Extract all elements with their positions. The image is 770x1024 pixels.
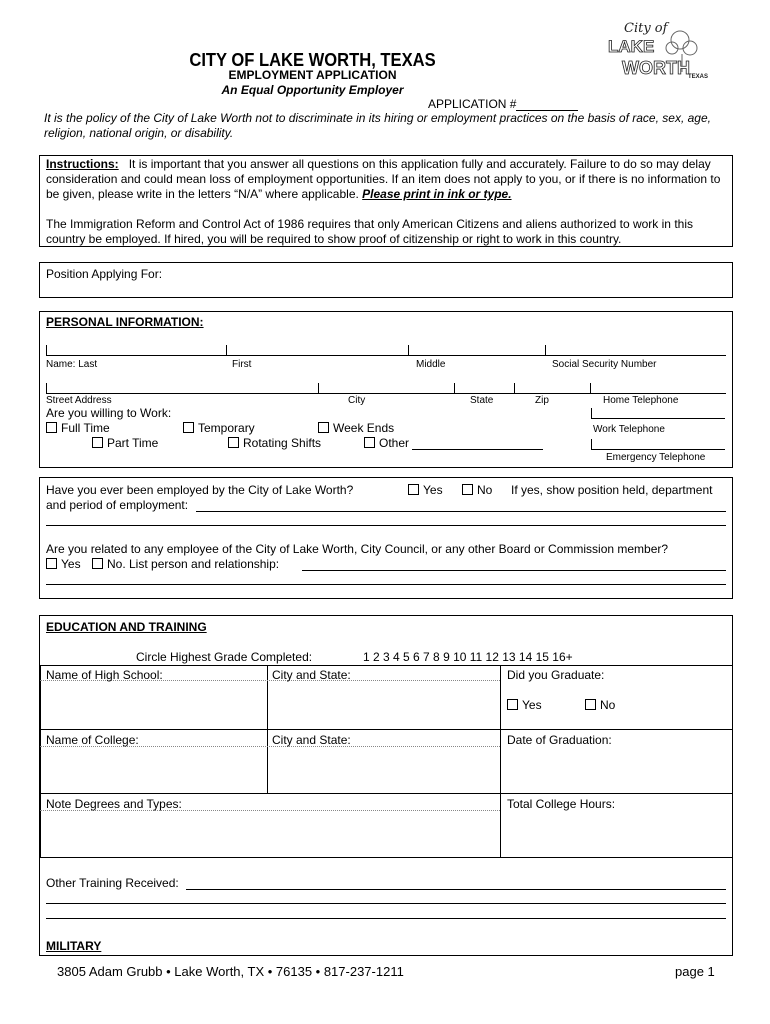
education-box bbox=[39, 615, 733, 956]
tick bbox=[454, 383, 455, 393]
graduate-yes-checkbox[interactable] bbox=[507, 699, 518, 710]
home-tel-label: Home Telephone bbox=[603, 395, 679, 406]
related-no-option[interactable] bbox=[92, 557, 279, 572]
first-name-label: First bbox=[232, 359, 252, 370]
graduate-no-checkbox[interactable] bbox=[585, 699, 596, 710]
tick bbox=[226, 345, 227, 355]
employment-period-line-2[interactable] bbox=[46, 525, 726, 526]
graduate-label: Did you Graduate: bbox=[507, 668, 605, 682]
part-time-label: Part Time bbox=[107, 436, 159, 450]
home-tel-line[interactable] bbox=[591, 418, 725, 419]
related-question: Are you related to any employee of the City of Lake Worth, City Council, or any other Board or Commission member? bbox=[46, 542, 669, 556]
employed-yes-option[interactable] bbox=[408, 483, 443, 498]
related-yes-label: Yes bbox=[61, 557, 81, 571]
position-box[interactable] bbox=[39, 262, 733, 298]
name-last-label: Name: Last bbox=[46, 359, 98, 370]
degrees-label: Note Degrees and Types: bbox=[46, 797, 182, 811]
college-label: Name of College: bbox=[46, 733, 139, 747]
application-number: APPLICATION # bbox=[428, 97, 578, 111]
full-time-checkbox[interactable] bbox=[46, 422, 57, 433]
instructions-label: Instructions: bbox=[46, 157, 119, 171]
relationship-line[interactable] bbox=[302, 570, 726, 571]
personal-heading: PERSONAL INFORMATION: bbox=[46, 315, 204, 329]
related-no-checkbox[interactable] bbox=[92, 558, 103, 569]
application-number-field[interactable] bbox=[516, 99, 578, 111]
name-line[interactable] bbox=[46, 355, 726, 356]
employed-no-label: No bbox=[477, 483, 493, 497]
logo-graphic bbox=[600, 18, 712, 92]
employment-period-line[interactable] bbox=[196, 511, 726, 512]
relationship-line-2[interactable] bbox=[46, 584, 726, 585]
middle-name-label: Middle bbox=[416, 359, 446, 370]
employment-period-label: and period of employment: bbox=[46, 498, 189, 512]
employed-no-checkbox[interactable] bbox=[462, 484, 473, 495]
employed-yes-label: Yes bbox=[423, 483, 443, 497]
temporary-option[interactable] bbox=[183, 421, 255, 436]
related-yes-checkbox[interactable] bbox=[46, 558, 57, 569]
other-training-line-3[interactable] bbox=[46, 918, 726, 919]
emergency-tel-label: Emergency Telephone bbox=[606, 452, 706, 463]
related-yes-option[interactable] bbox=[46, 557, 81, 572]
form-subtitle: EMPLOYMENT APPLICATION bbox=[228, 68, 397, 82]
policy-statement: It is the policy of the City of Lake Worth not to discriminate in its hiring or employment practices on the basis of race, sex, age, religion, national origin, or disability. bbox=[44, 111, 711, 140]
military-heading: MILITARY bbox=[46, 939, 102, 953]
rotating-option[interactable] bbox=[228, 436, 321, 451]
full-time-option[interactable] bbox=[46, 421, 110, 436]
city-logo bbox=[600, 18, 712, 92]
other-option[interactable] bbox=[364, 436, 409, 451]
work-tel-label: Work Telephone bbox=[593, 424, 665, 435]
week-ends-option[interactable] bbox=[318, 421, 394, 436]
grade-options[interactable]: 1 2 3 4 5 6 7 8 9 10 11 12 13 14 15 16+ bbox=[363, 650, 573, 664]
other-training-line-2[interactable] bbox=[46, 903, 726, 904]
tick bbox=[591, 439, 592, 449]
week-ends-checkbox[interactable] bbox=[318, 422, 329, 433]
tick bbox=[591, 408, 592, 418]
footer-address: 3805 Adam Grubb • Lake Worth, TX • 76135 • 817-237-1211 bbox=[57, 964, 404, 979]
logo-lake: LAKE bbox=[608, 37, 655, 56]
grad-date-label: Date of Graduation: bbox=[507, 733, 612, 747]
work-tel-line[interactable] bbox=[591, 449, 725, 450]
tick bbox=[46, 383, 47, 393]
position-label: Position Applying For: bbox=[46, 267, 163, 281]
personal-info-box bbox=[39, 311, 733, 468]
other-checkbox[interactable] bbox=[364, 437, 375, 448]
tick bbox=[408, 345, 409, 355]
college-hours-label: Total College Hours: bbox=[507, 797, 616, 811]
temporary-checkbox[interactable] bbox=[183, 422, 194, 433]
page-number: page 1 bbox=[675, 964, 715, 979]
zip-label: Zip bbox=[535, 395, 549, 406]
ssn-label: Social Security Number bbox=[552, 359, 657, 370]
graduate-no-option[interactable] bbox=[585, 698, 615, 713]
tick bbox=[514, 383, 515, 393]
college-city-state-label: City and State: bbox=[272, 733, 351, 747]
graduate-yes-label: Yes bbox=[522, 698, 542, 712]
other-label: Other bbox=[379, 436, 410, 450]
other-training-line[interactable] bbox=[186, 889, 726, 890]
tick bbox=[46, 345, 47, 355]
temporary-label: Temporary bbox=[198, 421, 255, 435]
employed-no-option[interactable] bbox=[462, 483, 492, 498]
willing-label: Are you willing to Work: bbox=[46, 406, 172, 420]
instructions-emphasis: Please print in ink or type. bbox=[362, 187, 512, 201]
rotating-label: Rotating Shifts bbox=[243, 436, 322, 450]
tick bbox=[545, 345, 546, 355]
part-time-option[interactable] bbox=[92, 436, 158, 451]
graduate-yes-option[interactable] bbox=[507, 698, 542, 713]
full-time-label: Full Time bbox=[61, 421, 110, 435]
week-ends-label: Week Ends bbox=[333, 421, 395, 435]
tick bbox=[318, 383, 319, 393]
city-label: City bbox=[348, 395, 366, 406]
page-title: CITY OF LAKE WORTH, TEXAS bbox=[189, 50, 436, 70]
employed-yes-checkbox[interactable] bbox=[408, 484, 419, 495]
logo-worth: WORTH bbox=[622, 58, 690, 78]
high-school-label: Name of High School: bbox=[46, 668, 163, 682]
instructions-body: It is important that you answer all questions on this application fully and accurately. Failure to do so may delay consideration and could mean loss of employment opportunities. If an item does not apply to you, or if there is no information to be given, please write in the letters “N/A” where applicable. bbox=[46, 157, 721, 201]
graduate-no-label: No bbox=[600, 698, 616, 712]
circle-grade-label: Circle Highest Grade Completed: bbox=[136, 650, 313, 664]
tagline: An Equal Opportunity Employer bbox=[221, 83, 404, 97]
education-heading: EDUCATION AND TRAINING bbox=[46, 620, 207, 634]
address-line[interactable] bbox=[46, 393, 726, 394]
other-line[interactable] bbox=[412, 449, 543, 450]
employed-followup: If yes, show position held, department bbox=[511, 483, 713, 497]
street-label: Street Address bbox=[46, 395, 112, 406]
logo-texas: TEXAS bbox=[688, 74, 709, 80]
employed-question: Have you ever been employed by the City of Lake Worth? bbox=[46, 483, 354, 497]
instructions-text bbox=[46, 157, 728, 202]
tick bbox=[590, 383, 591, 393]
related-no-label: No. List person and relationship: bbox=[107, 557, 280, 571]
instructions-box bbox=[39, 155, 733, 247]
rotating-checkbox[interactable] bbox=[228, 437, 239, 448]
employment-history-box bbox=[39, 477, 733, 599]
part-time-checkbox[interactable] bbox=[92, 437, 103, 448]
hs-city-state-label: City and State: bbox=[272, 668, 351, 682]
state-label: State bbox=[470, 395, 494, 406]
logo-city-of: City of bbox=[624, 21, 668, 36]
irca-text: The Immigration Reform and Control Act of 1986 requires that only American Citizens and aliens authorized to work in this country be employed. If hired, you will be required to show proof of citizenship or right to work in this country. bbox=[46, 217, 693, 246]
other-training-label: Other Training Received: bbox=[46, 876, 179, 890]
